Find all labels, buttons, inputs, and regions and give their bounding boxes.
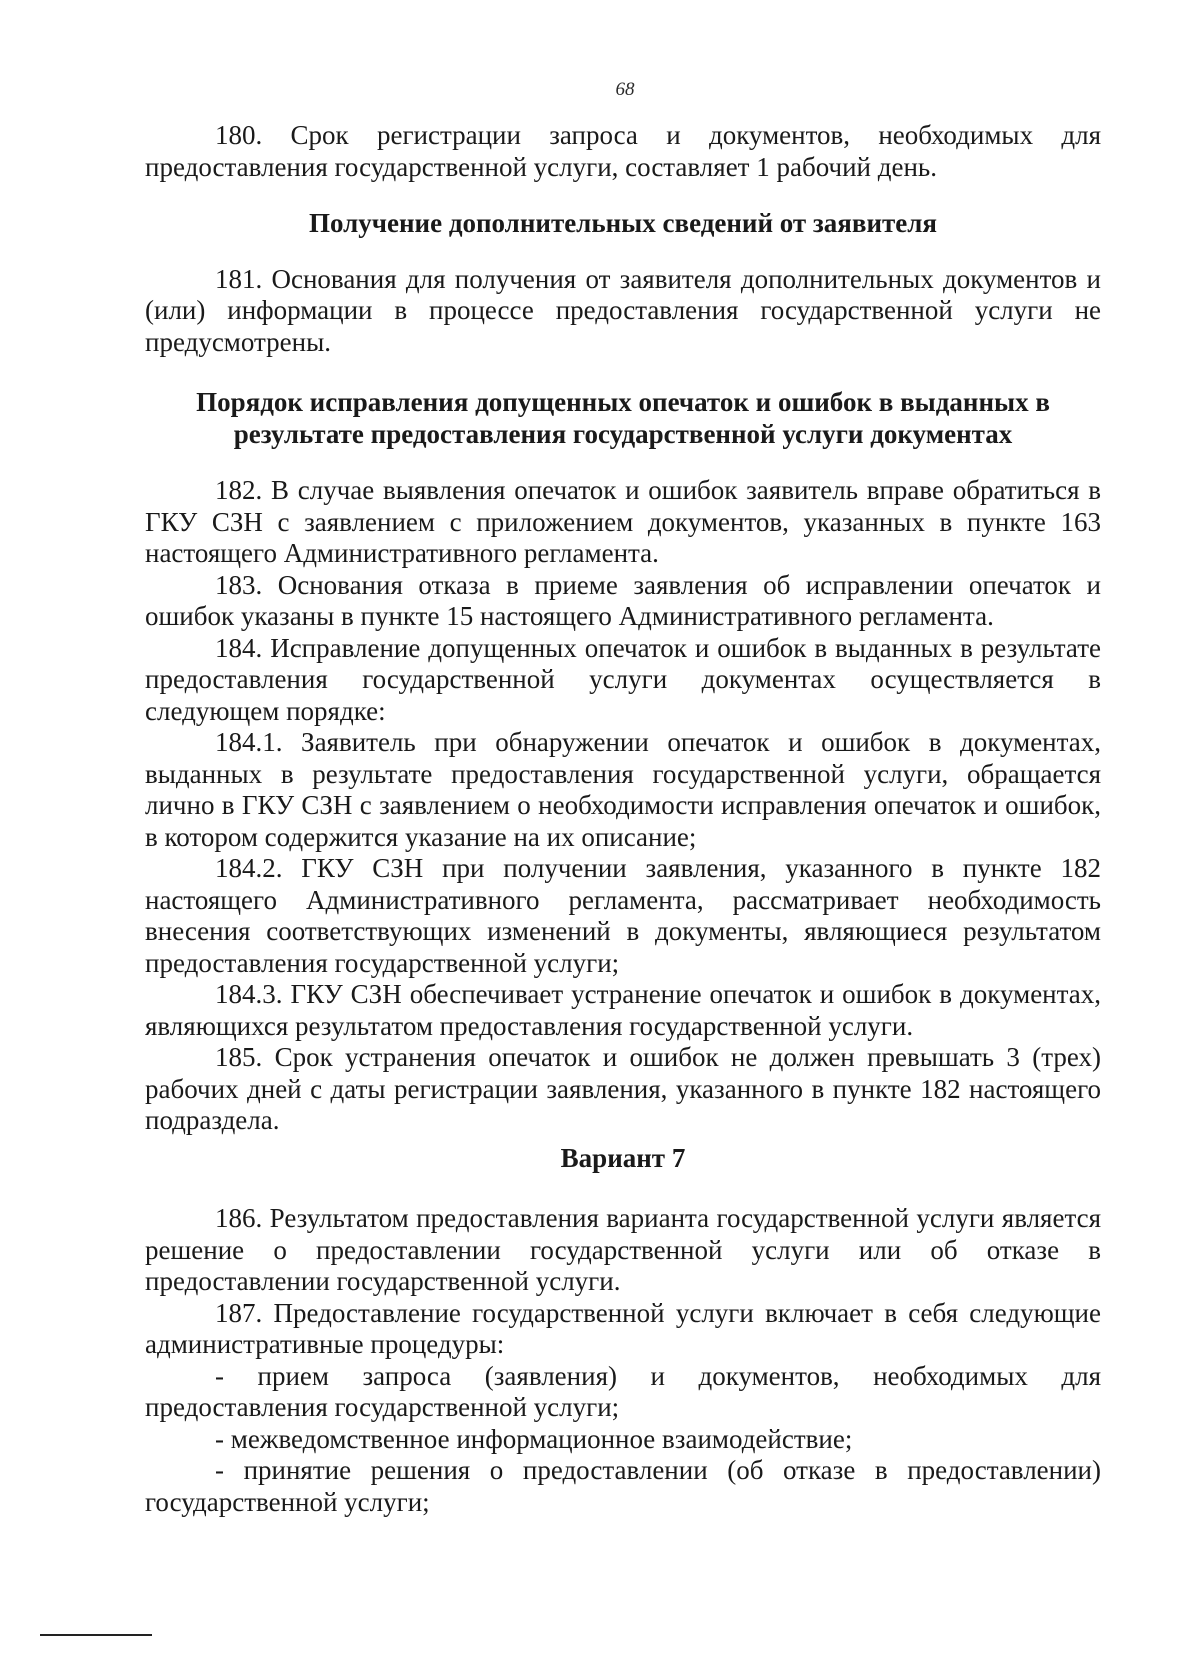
paragraph-184-3: 184.3. ГКУ СЗН обеспечивает устранение опечаток и ошибок в документах, являющихся результатом предоставления государственной услуги.: [145, 979, 1101, 1041]
list-item-request-intake: - прием запроса (заявления) и документов, необходимых для предоставления государственной услуги;: [145, 1360, 1101, 1422]
paragraph-184-2: 184.2. ГКУ СЗН при получении заявления, указанного в пункте 182 настоящего Административного регламента, рассматривает необходимость внесения соответствующих изменений в документы, являющиеся результатом предоставления государственной услуги;: [145, 853, 1101, 978]
paragraph-184: 184. Исправление допущенных опечаток и ошибок в выданных в результате предоставления государственной услуги документах осуществляется в следующем порядке:: [145, 632, 1101, 726]
paragraph-180: 180. Срок регистрации запроса и документов, необходимых для предоставления государственной услуги, составляет 1 рабочий день.: [145, 120, 1101, 182]
list-item-interagency-interaction: - межведомственное информационное взаимодействие;: [215, 1423, 853, 1454]
page-number: 68: [615, 79, 635, 100]
paragraph-183: 183. Основания отказа в приеме заявления об исправлении опечаток и ошибок указаны в пункте 15 настоящего Административного регламента.: [145, 569, 1101, 631]
paragraph-181: 181. Основания для получения от заявителя дополнительных документов и (или) информации в процессе предоставления государственной услуги не предусмотрены.: [145, 263, 1101, 357]
paragraph-185: 185. Срок устранения опечаток и ошибок не должен превышать 3 (трех) рабочих дней с даты регистрации заявления, указанного в пункте 182 настоящего подраздела.: [145, 1042, 1101, 1135]
document-body: [145, 120, 1101, 1518]
paragraph-182: 182. В случае выявления опечаток и ошибок заявитель вправе обратиться в ГКУ СЗН с заявлением с приложением документов, указанных в пункте 163 настоящего Административного регламента.: [145, 475, 1101, 568]
paragraph-186: 186. Результатом предоставления варианта государственной услуги является решение о предоставлении государственной услуги или об отказе в предоставлении государственной услуги.: [145, 1203, 1101, 1296]
paragraph-187: 187. Предоставление государственной услуги включает в себя следующие административные процедуры:: [145, 1297, 1101, 1359]
list-item-decision-making: - принятие решения о предоставлении (об отказе в предоставлении) государственной услуги;: [145, 1455, 1101, 1517]
section-heading-error-correction: Порядок исправления допущенных опечаток и ошибок в выданных в результате предоставления государственной услуги документах: [196, 387, 1050, 449]
section-heading-variant-7: Вариант 7: [560, 1142, 686, 1173]
section-heading-additional-info: Получение дополнительных сведений от заявителя: [308, 208, 938, 238]
paragraph-184-1: 184.1. Заявитель при обнаружении опечаток и ошибок в документах, выданных в результате предоставления государственной услуги, обращается лично в ГКУ СЗН с заявлением о необходимости исправления опечаток и ошибок, в котором содержится указание на их описание;: [145, 727, 1101, 852]
footnote-separator-line: [40, 1634, 152, 1636]
